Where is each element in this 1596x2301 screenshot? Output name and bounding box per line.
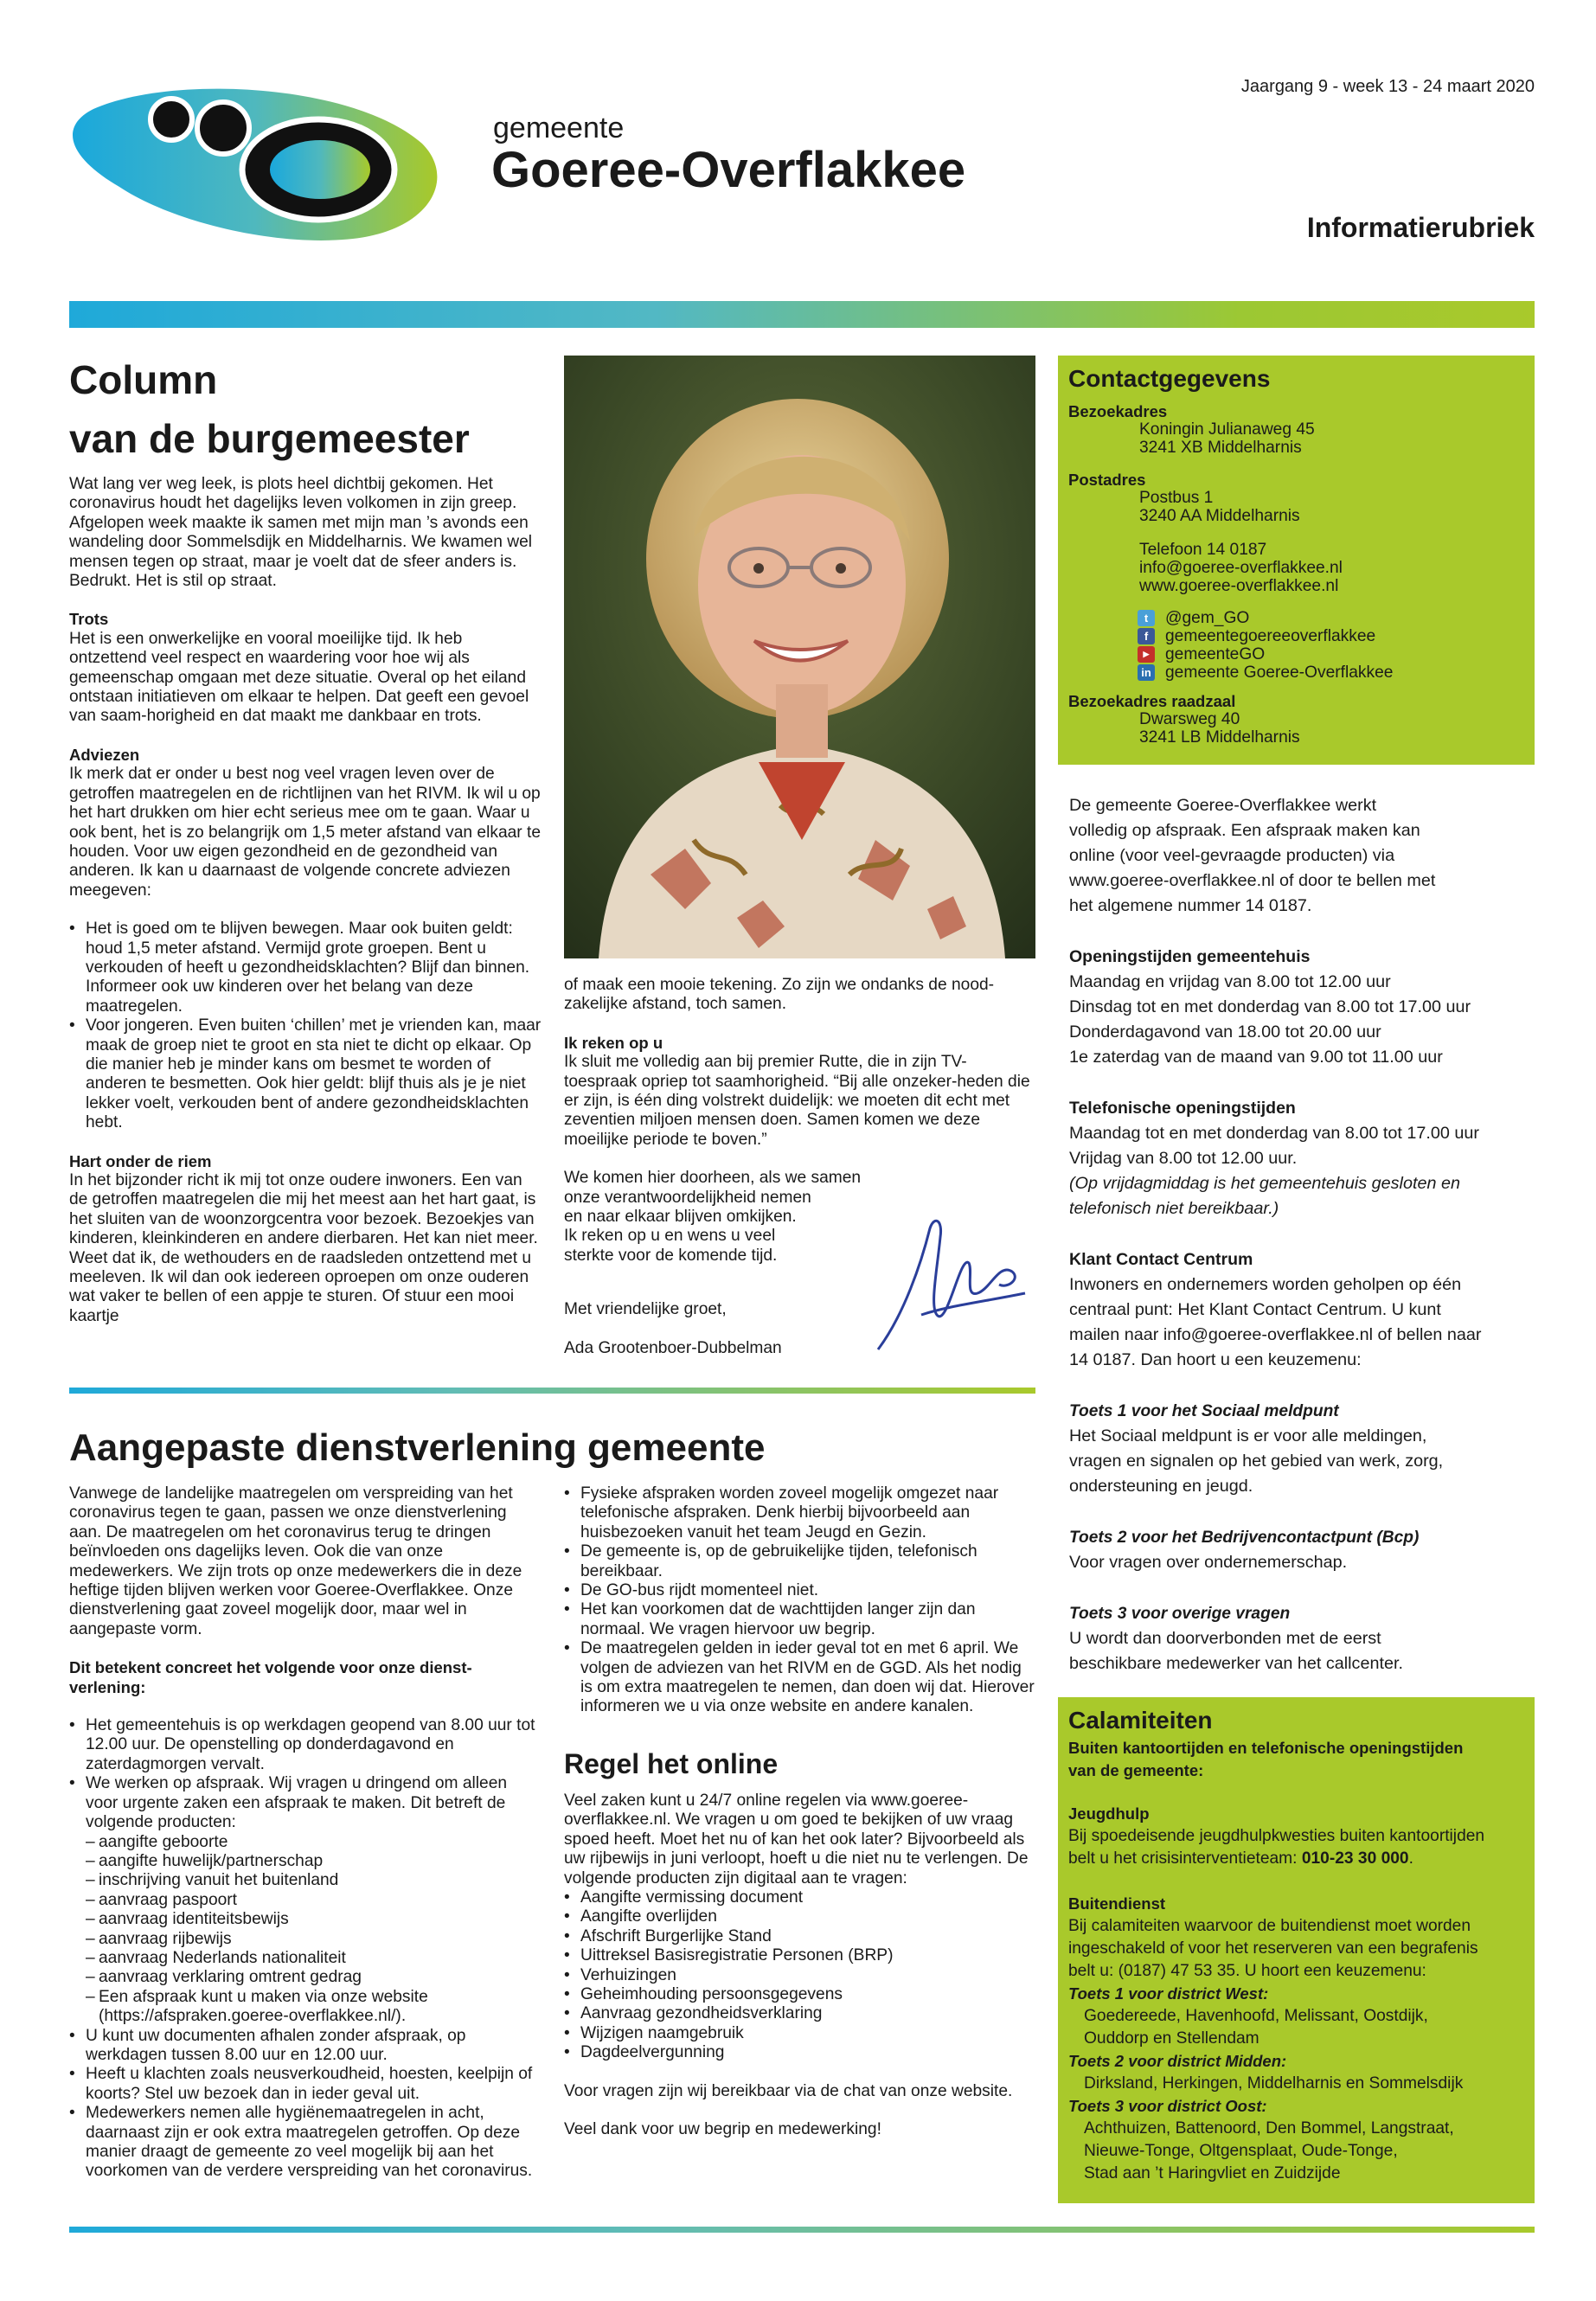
online-intro: Veel zaken kunt u 24/7 online regelen via www.goeree-overflakkee.nl. We vragen u om goed te bekijken of uw vraag spoed heeft. Moet het nu of kan het ook later? Bijvoorbeeld als uw rijbewijs in juni verloopt, hoeft u die niet nu te verlengen. De volgende producten zijn digitaal aan te vragen: [564,1791,1029,1888]
toets1-heading: Toets 1 voor het Sociaal meldpunt [1069,1402,1339,1420]
toets1-line: Het Sociaal meldpunt is er voor alle meldingen, [1069,1426,1427,1445]
phone-note: (Op vrijdagmiddag is het gemeentehuis gesloten en [1069,1174,1460,1193]
online-title: Regel het online [564,1747,779,1779]
midden-line: Dirksland, Herkingen, Middelharnis en Sommelsdijk [1084,2074,1464,2093]
product-item: – aangifte geboorte [86,1833,542,1852]
dienst-col2 [564,1484,1035,2139]
opening-heading: Openingstijden gemeentehuis [1069,947,1311,966]
dienst-item: • U kunt uw documenten afhalen zonder afspraak, op werkdagen tussen 8.00 uur en 12.00 uur. [69,2027,542,2066]
dienst-list-2 [564,1484,1035,1717]
facebook-icon: f [1138,628,1155,644]
info-intro-line: online (voor veel-gevraagde producten) via [1069,846,1395,865]
signature-name: Ada Grootenboer-Dubbelman [564,1338,782,1357]
west-line: Ouddorp en Stellendam [1084,2029,1259,2048]
kcc-heading: Klant Contact Centrum [1069,1250,1253,1269]
buiten-heading: Buitendienst [1068,1894,1166,1913]
kcc-line: centraal punt: Het Klant Contact Centrum. U kunt [1069,1300,1441,1319]
raadzaal-label: Bezoekadres raadzaal [1068,692,1236,710]
oost-line: Achthuizen, Battenoord, Den Bommel, Langstraat, [1084,2119,1454,2138]
adviezen-text: Ik merk dat er onder u best nog veel vragen leven over de getroffen maatregelen en de richtlijnen van het RIVM. Ik wil u op het hart drukken om hier echt serieus mee om te gaan. Waar u ook bent, het is zo belangrijk om 1,5 meter afstand van elkaar te houden. Voor uw eigen gezondheid en de gezondheid van anderen. Ik kan u daarnaast de volgende concrete adviezen meegeven: [69,765,542,900]
dienst-col1 [69,1484,542,2182]
oost-heading: Toets 3 voor district Oost: [1068,2097,1267,2115]
bezoek-label: Bezoekadres [1068,402,1168,420]
advice-item: • Voor jongeren. Even buiten ‘chillen’ met je vrienden kan, maar maak de groep niet te groot en sta niet te dicht op elkaar. Op die manier heb je minder kans om besmet te worden of anderen te besmetten. Ook hier geldt: blijf thuis als je je niet lekker voelt, verkouden bent of andere gezondheidsklachten hebt. [69,1016,542,1132]
social-label: gemeentegoereeoverflakkee [1165,627,1376,645]
dienst-item: • De gemeente is, op de gebruikelijke tijden, telefonisch bereikbaar. [564,1542,1035,1581]
online-item: • Wijzigen naamgebruik [564,2024,1035,2043]
brand-small: gemeente [493,112,625,144]
cal-subtitle: Buiten kantoortijden en telefonische openingstijden [1068,1739,1464,1757]
advice-item: • Het is goed om te blijven bewegen. Maar ook buiten geldt: houd 1,5 meter afstand. Vermijd grote groepen. Bent u verkouden of heeft u gezondheidsklachten? Blijf dan binnen. Informeer ook uw kinderen over het belang van deze maatregelen. [69,920,542,1016]
toets2-heading: Toets 2 voor het Bedrijvencontactpunt (Bcp) [1069,1529,1420,1547]
online-item: • Verhuizingen [564,1966,1035,1985]
kcc-line: 14 0187. Dan hoort u een keuzemenu: [1069,1350,1362,1369]
oost-line: Nieuwe-Tonge, Oltgensplaat, Oude-Tonge, [1084,2142,1398,2160]
dienst-item: • Medewerkers nemen alle hygiënemaatregelen in acht, daarnaast zijn er ook extra maatregelen getroffen. Op deze manier draagt de gemeente zo veel mogelijk bij aan het voorkomen van de verdere verspreiding van het coronavirus. [69,2104,542,2182]
midden-heading: Toets 2 voor district Midden: [1068,2052,1287,2070]
phone-heading: Telefonische openingstijden [1069,1099,1296,1118]
mayor-portrait [564,356,1035,958]
contact-title: Contactgegevens [1068,365,1271,392]
social-label: gemeenteGO [1165,645,1266,663]
dienst-item: • Het gemeentehuis is op werkdagen geopend van 8.00 uur tot 12.00 uur. De openstelling op donderdagavond en zaterdagmorgen vervalt. [69,1716,542,1774]
toets3-line: U wordt dan doorverbonden met de eerst [1069,1629,1381,1648]
hart-text: In het bijzonder richt ik mij tot onze oudere inwoners. Een van de getroffen maatregelen die mij het meest aan het hart gaat, is het sluiten van de woonzorgcentra voor bezoek. Bezoekjes van kinderen, kleinkinderen en andere dierbaren. Het kan niet meer. Weet dat ik, de wethouders en de raadsleden ontzettend met u meeleven. Ik wil dan ook iedereen oproepen om onze ouderen wat vaker te bellen of een appje te sturen. Of stuur een mooi kaartje [69,1171,538,1325]
greeting: Met vriendelijke groet, [564,1300,727,1319]
signature-drawing [869,1211,1034,1358]
afspraak-text: We werken op afspraak. Wij vragen u dringend om alleen voor urgente zaken een afspraak te maken. Dit betreft de volgende producten: [86,1774,508,1832]
product-item: – aanvraag Nederlands nationaliteit [86,1949,542,1968]
info-column [1069,793,1541,1676]
info-intro-line: www.goeree-overflakkee.nl of door te bellen met [1069,871,1436,890]
closing-line: onze verantwoordelijkheid nemen [564,1188,811,1207]
toets2-line: Voor vragen over ondernemerschap. [1069,1553,1348,1572]
social-twitter[interactable] [1068,609,1524,627]
footer-divider [69,2227,1535,2233]
info-intro-line: het algemene nummer 14 0187. [1069,896,1312,915]
product-item: – Een afspraak kunt u maken via onze website (https://afspraken.goeree-overflakkee.nl/). [86,1988,542,2027]
jeugd-line [1068,1848,1524,1870]
email-link[interactable]: info@goeree-overflakkee.nl [1139,559,1343,577]
column-continued: of maak een mooie tekening. Zo zijn we ondanks de nood-zakelijke afstand, toch samen. [564,976,995,1014]
product-item: – aanvraag identiteitsbewijs [86,1910,542,1929]
jeugd-heading: Jeugdhulp [1068,1804,1150,1823]
column-intro: Wat lang ver weg leek, is plots heel dichtbij gekomen. Het coronavirus houdt het dagelijks leven volkomen in zijn greep. Afgelopen week maakte ik samen met mijn man ’s avonds een wandeling door Sommelsdijk en Middelharnis. We kwamen wel mensen tegen op straat, maar je voelt dat de sfeer anders is. Bedrukt. Het is stil op straat. [69,475,533,591]
info-intro-line: De gemeente Goeree-Overflakkee werkt [1069,796,1377,815]
trots-text: Het is een onwerkelijke en vooral moeilijke tijd. Ik heb ontzettend veel respect en waardering voor hoe wij als gemeenschap omgaan met deze situatie. Overal op het eiland ontstaan initiatieven om elkaar te helpen. Dat geeft een gevoel van saam-horigheid en dat maakt me dankbaar en trots. [69,629,529,726]
opening-line: Maandag en vrijdag van 8.00 tot 12.00 uur [1069,972,1391,991]
toets1-line: ondersteuning en jeugd. [1069,1477,1253,1496]
online-thanks: Veel dank voor uw begrip en medewerking! [564,2119,881,2138]
dienst-intro: Vanwege de landelijke maatregelen om verspreiding van het coronavirus tegen te gaan, passen we onze dienstverlening aan. De maatregelen om het coronavirus terug te dringen beïnvloeden ons dagelijks leven. Ook die van onze medewerkers. We zijn trots op onze medewerkers die in deze heftige tijden blijven werken voor Goeree-Overflakkee. Onze dienstverlening gaat zoveel mogelijk door, maar wel in aangepaste vorm. [69,1484,522,1638]
products-list [86,1833,542,2027]
jeugd-line: Bij spoedeisende jeugdhulpkwesties buiten kantoortijden [1068,1827,1485,1845]
toets1-line: vragen en signalen op het gebied van werk, zorg, [1069,1452,1444,1471]
buiten-line: ingeschakeld of voor het reserveren van een begrafenis [1068,1939,1478,1958]
online-item: • Aangifte overlijden [564,1907,1035,1926]
online-item: • Dagdeelvergunning [564,2043,1035,2062]
header [0,0,1596,303]
column-title-line2: van de burgemeester [69,416,470,461]
dienst-item: • De GO-bus rijdt momenteel niet. [564,1581,1035,1600]
municipality-logo [67,74,448,247]
advice-list [69,920,542,1132]
reken-heading: Ik reken op u [564,1033,663,1052]
raadzaal-line: Dwarsweg 40 [1139,710,1240,728]
west-line: Goedereede, Havenhoofd, Melissant, Oostdijk, [1084,2007,1428,2025]
online-list [564,1888,1035,2063]
buiten-line: belt u: (0187) 47 53 35. U hoort een keuzemenu: [1068,1962,1426,1980]
jeugd-suffix: . [1408,1849,1413,1868]
hart-heading: Hart onder de riem [69,1151,212,1170]
phone-note: telefonisch niet bereikbaar.) [1069,1199,1279,1218]
social-label: @gem_GO [1165,609,1250,627]
adviezen-heading: Adviezen [69,745,140,764]
toets3-heading: Toets 3 voor overige vragen [1069,1605,1291,1623]
online-item: • Aangifte vermissing document [564,1888,1035,1907]
closing-line: We komen hier doorheen, als we samen [564,1169,862,1188]
closing-line: en naar elkaar blijven omkijken. [564,1208,797,1227]
column-title [69,350,554,468]
info-intro-line: volledig op afspraak. Een afspraak maken kan [1069,821,1420,840]
linkedin-icon: in [1138,664,1155,681]
kcc-line: mailen naar info@goeree-overflakkee.nl of bellen naar [1069,1325,1482,1344]
dienst-item: • Het kan voorkomen dat de wachttijden langer zijn dan normaal. We vragen hiervoor uw begrip. [564,1600,1035,1639]
calamiteiten-title: Calamiteiten [1068,1707,1213,1734]
column-body-col1 [69,475,542,1326]
toets3-line: beschikbare medewerker van het callcenter. [1069,1654,1403,1673]
column-title-line1: Column [69,357,218,402]
social-youtube[interactable] [1068,645,1524,663]
column-divider [69,1388,1035,1394]
post-label: Postadres [1068,471,1146,489]
jeugd-phone: 010-23 30 000 [1301,1849,1409,1868]
dienst-item: • De maatregelen gelden in ieder geval tot en met 6 april. We volgen de adviezen van het RIVM en de GGD. Als het nodig is om extra maatregelen te nemen, dan doen wij dat. Hierover informeren we u via onze website en andere kanalen. [564,1639,1035,1717]
brand-large: Goeree-Overflakkee [491,142,966,198]
product-item: – aanvraag paspoort [86,1891,542,1910]
jeugd-prefix: belt u het crisisinterventieteam: [1068,1849,1302,1868]
product-item: – aanvraag rijbewijs [86,1930,542,1949]
oost-line: Stad aan ’t Haringvliet en Zuidzijde [1084,2164,1341,2182]
buiten-line: Bij calamiteiten waarvoor de buitendienst moet worden [1068,1917,1471,1935]
bezoek-line: Koningin Julianaweg 45 [1139,420,1315,439]
header-divider [69,301,1535,328]
phone-line: Telefoon 14 0187 [1139,541,1267,559]
section-label: Informatierubriek [1306,212,1535,243]
raadzaal-line: 3241 LB Middelharnis [1139,728,1300,747]
reken-text: Ik sluit me volledig aan bij premier Rutte, die in zijn TV-toespraak opriep tot saamhorigheid. “Bij alle onzeker-heden die er zijn, is één ding volstrekt duidelijk: we moeten dit echt met zeventien miljoen mensen doen. Samen komen we deze moeilijke periode te boven.” [564,1053,1030,1149]
online-item: • Afschrift Burgerlijke Stand [564,1927,1035,1946]
website-link[interactable]: www.goeree-overflakkee.nl [1139,577,1339,595]
social-linkedin[interactable] [1068,663,1524,682]
calamiteiten-box [1058,1697,1535,2203]
trots-heading: Trots [69,610,109,629]
bezoek-line: 3241 XB Middelharnis [1139,439,1302,457]
dienst-item: • Fysieke afspraken worden zoveel mogelijk omgezet naar telefonische afspraken. Denk hierbij bijvoorbeeld aan huisbezoeken vanuit het team Jeugd en Gezin. [564,1484,1035,1542]
dienst-item [69,1774,542,2026]
cal-subtitle: van de gemeente: [1068,1761,1204,1779]
opening-line: Dinsdag tot en met donderdag van 8.00 tot 17.00 uur [1069,997,1471,1016]
phone-line: Vrijdag van 8.00 tot 12.00 uur. [1069,1149,1298,1168]
kcc-line: Inwoners en ondernemers worden geholpen op één [1069,1275,1462,1294]
opening-line: Donderdagavond van 18.00 tot 20.00 uur [1069,1022,1381,1042]
social-facebook[interactable] [1068,627,1524,645]
twitter-icon: t [1138,610,1155,626]
dienst-title: Aangepaste dienstverlening gemeente [69,1426,766,1469]
post-line: Postbus 1 [1139,489,1214,507]
opening-line: 1e zaterdag van de maand van 9.00 tot 11.00 uur [1069,1048,1443,1067]
online-item: • Uittreksel Basisregistratie Personen (BRP) [564,1946,1035,1965]
closing-line: sterkte voor de komende tijd. [564,1246,778,1265]
phone-line: Maandag tot en met donderdag van 8.00 tot 17.00 uur [1069,1124,1479,1143]
youtube-icon: ▶ [1138,646,1155,663]
online-item: • Aanvraag gezondheidsverklaring [564,2004,1035,2023]
contact-box [1058,356,1535,765]
product-item: – aangifte huwelijk/partnerschap [86,1852,542,1871]
social-label: gemeente Goeree-Overflakkee [1165,663,1394,682]
online-item: • Geheimhouding persoonsgegevens [564,1985,1035,2004]
online-chat: Voor vragen zijn wij bereikbaar via de chat van onze website. [564,2081,1013,2100]
edition-info: Jaargang 9 - week 13 - 24 maart 2020 [1240,77,1535,96]
dienst-list [69,1716,542,2182]
post-line: 3240 AA Middelharnis [1139,507,1300,525]
dienst-item: • Heeft u klachten zoals neusverkoudheid, hoesten, keelpijn of koorts? Stel uw bezoek dan in ieder geval uit. [69,2065,542,2104]
closing-line: Ik reken op u en wens u veel [564,1227,776,1246]
product-item: – aanvraag verklaring omtrent gedrag [86,1968,542,1987]
concreet-heading: Dit betekent concreet het volgende voor onze dienst-verlening: [69,1658,472,1696]
west-heading: Toets 1 voor district West: [1068,1984,1269,2003]
product-item: – inschrijving vanuit het buitenland [86,1871,542,1890]
